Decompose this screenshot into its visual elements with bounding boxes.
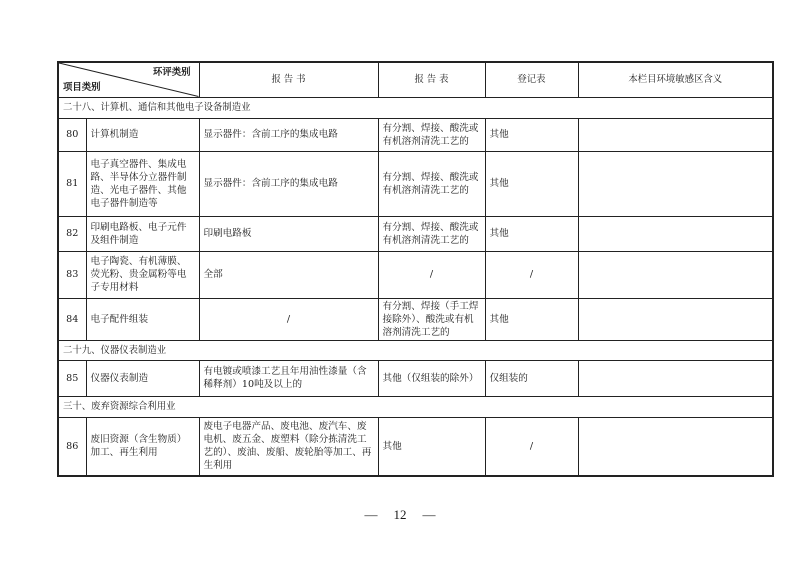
table-row-81: [58, 151, 773, 216]
project-category: 计算机制造: [86, 118, 199, 151]
register-cell: 仅组装的: [485, 360, 578, 396]
diag-bottom-label: 项目类别: [63, 81, 101, 93]
report-book-cell: 显示器件：含前工序的集成电路: [199, 118, 378, 151]
row-number: 83: [58, 251, 86, 298]
report-table-cell: 有分割、焊接、酸洗或有机溶剂清洗工艺的: [378, 151, 485, 216]
diag-top-label: 环评类别: [152, 67, 191, 78]
row-number: 85: [58, 360, 86, 396]
sensitive-area-cell: [578, 151, 773, 216]
register-cell: 其他: [485, 118, 578, 151]
report-table-cell: 有分割、焊接、酸洗或有机溶剂清洗工艺的: [378, 118, 485, 151]
row-number: 80: [58, 118, 86, 151]
register-cell: 其他: [485, 151, 578, 216]
project-category: 电子陶瓷、有机薄膜、荧光粉、贵金属粉等电子专用材料: [86, 251, 199, 298]
row-number: 82: [58, 216, 86, 251]
sensitive-area-cell: [578, 298, 773, 340]
report-book-cell: 全部: [199, 251, 378, 298]
row-number: 81: [58, 151, 86, 216]
register-cell: 其他: [485, 298, 578, 340]
row-number: 84: [58, 298, 86, 340]
footer-dash-left: —: [364, 507, 378, 522]
table-row-82: [58, 216, 773, 251]
section-title: 二十九、仪器仪表制造业: [58, 340, 773, 360]
col-header-report-book: 报 告 书: [199, 62, 378, 97]
project-category: 仪器仪表制造: [86, 360, 199, 396]
table-row-83: [58, 251, 773, 298]
col-header-sensitive-area: 本栏目环境敏感区含义: [578, 62, 773, 97]
register-cell: 其他: [485, 216, 578, 251]
register-cell: /: [485, 251, 578, 298]
register-cell: /: [485, 417, 578, 476]
report-book-cell: 显示器件：含前工序的集成电路: [199, 151, 378, 216]
header-row: [58, 62, 773, 97]
report-table-cell: 其他（仅组装的除外）: [378, 360, 485, 396]
table-row-86: [58, 417, 773, 476]
eia-classification-table: [57, 61, 774, 477]
section-title: 二十八、计算机、通信和其他电子设备制造业: [58, 97, 773, 118]
report-book-cell: /: [199, 298, 378, 340]
table-row-85: [58, 360, 773, 396]
sensitive-area-cell: [578, 118, 773, 151]
sensitive-area-cell: [578, 360, 773, 396]
sensitive-area-cell: [578, 251, 773, 298]
section-row-28: [58, 97, 773, 118]
col-header-report-table: 报 告 表: [378, 62, 485, 97]
row-number: 86: [58, 417, 86, 476]
project-category: 电子真空器件、集成电路、半导体分立器件制造、光电子器件、其他电子器件制造等: [86, 151, 199, 216]
report-book-cell: 印刷电路板: [199, 216, 378, 251]
section-title: 三十、废弃资源综合利用业: [58, 396, 773, 417]
report-table-cell: 有分割、焊接（手工焊接除外）、酸洗或有机溶剂清洗工艺的: [378, 298, 485, 340]
section-row-29: [58, 340, 773, 360]
project-category: 印刷电路板、电子元件及组件制造: [86, 216, 199, 251]
sensitive-area-cell: [578, 417, 773, 476]
page-footer: [0, 507, 800, 523]
table-row-84: [58, 298, 773, 340]
footer-dash-right: —: [422, 507, 436, 522]
report-table-cell: 其他: [378, 417, 485, 476]
sensitive-area-cell: [578, 216, 773, 251]
report-book-cell: 有电镀或喷漆工艺且年用油性漆量（含稀释剂）10吨及以上的: [199, 360, 378, 396]
col-header-register: 登记表: [485, 62, 578, 97]
report-table-cell: 有分割、焊接、酸洗或有机溶剂清洗工艺的: [378, 216, 485, 251]
report-book-cell: 废电子电器产品、废电池、废汽车、废电机、废五金、废塑料（除分拣清洗工艺的）、废油、废船、废轮胎等加工、再生利用: [199, 417, 378, 476]
project-category: 电子配件组装: [86, 298, 199, 340]
report-table-cell: /: [378, 251, 485, 298]
project-category: 废旧资源（含生物质）加工、再生利用: [86, 417, 199, 476]
section-row-30: [58, 396, 773, 417]
page-number: 12: [393, 507, 407, 522]
diagonal-header-cell: [58, 62, 199, 97]
table-row-80: [58, 118, 773, 151]
